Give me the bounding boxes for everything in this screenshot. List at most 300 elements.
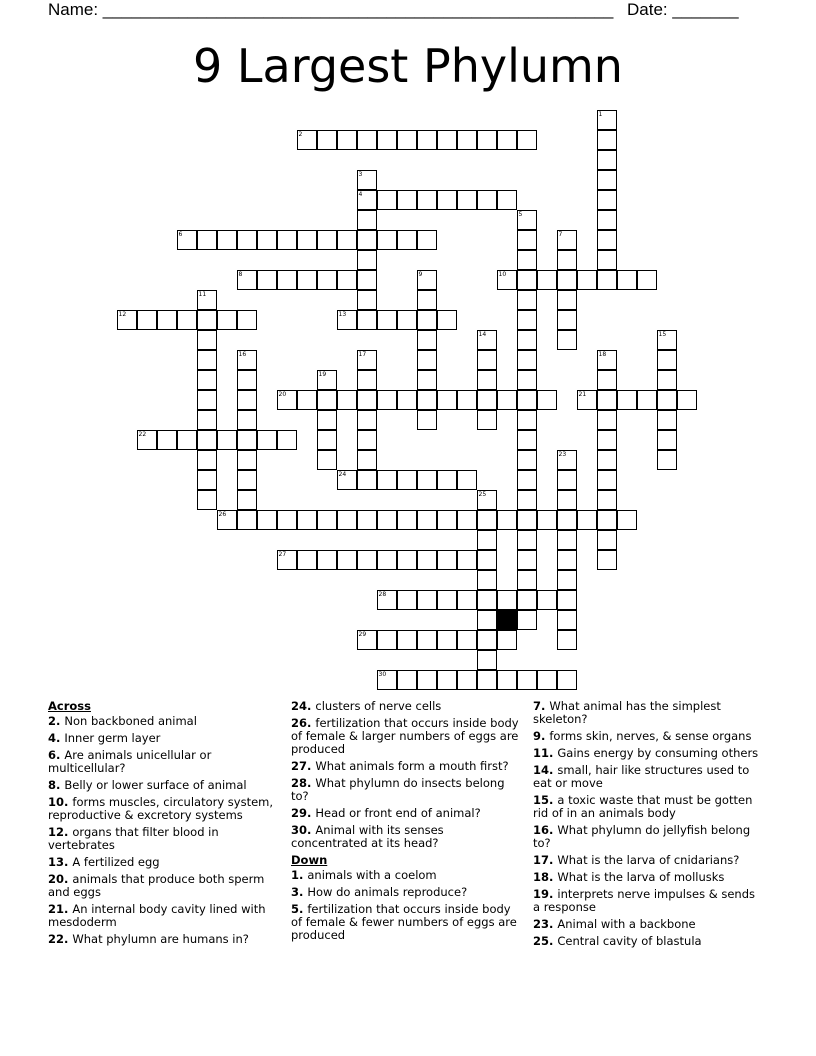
grid-cell[interactable] (557, 450, 577, 470)
clue-item: 23. Animal with a backbone (533, 917, 696, 931)
grid-cell[interactable] (297, 230, 317, 250)
clue-number: 21 (578, 390, 587, 398)
grid-cell[interactable] (197, 390, 217, 410)
grid-cell[interactable] (597, 350, 617, 370)
grid-cell[interactable] (377, 190, 397, 210)
clue-item: 16. What phylumn do jellyfish belong to? (533, 823, 751, 850)
grid-cell[interactable] (597, 470, 617, 490)
grid-cell[interactable] (557, 310, 577, 330)
grid-cell[interactable] (397, 190, 417, 210)
grid-cell[interactable] (237, 470, 257, 490)
grid-cell[interactable] (197, 470, 217, 490)
clue-item: 2. Non backboned animal (48, 714, 197, 728)
grid-cell[interactable] (517, 410, 537, 430)
grid-cell[interactable] (377, 510, 397, 530)
grid-cell[interactable] (377, 630, 397, 650)
grid-cell[interactable] (357, 270, 377, 290)
grid-cell[interactable] (437, 130, 457, 150)
grid-cell[interactable] (137, 310, 157, 330)
grid-cell[interactable] (597, 210, 617, 230)
grid-cell[interactable] (377, 470, 397, 490)
grid-cell[interactable] (277, 390, 297, 410)
grid-cell[interactable] (597, 490, 617, 510)
grid-cell[interactable] (197, 430, 217, 450)
grid-cell[interactable] (217, 230, 237, 250)
clue-number: 6 (178, 230, 183, 238)
down-heading: Down (291, 853, 328, 867)
grid-cell[interactable] (377, 310, 397, 330)
grid-cell[interactable] (417, 290, 437, 310)
grid-cell[interactable] (277, 550, 297, 570)
grid-cell[interactable] (477, 330, 497, 350)
grid-cell[interactable] (357, 430, 377, 450)
grid-cell[interactable] (337, 230, 357, 250)
grid-cell[interactable] (497, 670, 517, 690)
grid-cell[interactable] (557, 330, 577, 350)
grid-cell[interactable] (477, 350, 497, 370)
grid-cell[interactable] (557, 670, 577, 690)
grid-cell[interactable] (557, 570, 577, 590)
grid-cell[interactable] (517, 210, 537, 230)
grid-cell[interactable] (257, 430, 277, 450)
grid-cell[interactable] (597, 130, 617, 150)
grid-cell[interactable] (517, 590, 537, 610)
grid-cell[interactable] (517, 430, 537, 450)
grid-cell[interactable] (517, 130, 537, 150)
grid-cell[interactable] (557, 590, 577, 610)
grid-cell[interactable] (417, 410, 437, 430)
page-title: 9 Largest Phylumn (193, 39, 623, 93)
grid-cell[interactable] (497, 390, 517, 410)
clue-number: 11 (198, 290, 207, 298)
grid-cell[interactable] (657, 450, 677, 470)
grid-cell[interactable] (317, 450, 337, 470)
grid-cell[interactable] (357, 310, 377, 330)
grid-cell[interactable] (337, 310, 357, 330)
grid-cell[interactable] (257, 230, 277, 250)
grid-cell[interactable] (317, 270, 337, 290)
grid-cell[interactable] (497, 190, 517, 210)
across-heading: Across (48, 699, 91, 713)
grid-cell[interactable] (517, 490, 537, 510)
grid-cell[interactable] (517, 230, 537, 250)
grid-cell[interactable] (597, 370, 617, 390)
grid-cell[interactable] (417, 390, 437, 410)
grid-cell[interactable] (417, 670, 437, 690)
grid-cell[interactable] (557, 290, 577, 310)
grid-cell[interactable] (377, 670, 397, 690)
grid-cell[interactable] (217, 310, 237, 330)
grid-cell[interactable] (337, 470, 357, 490)
grid-cell[interactable] (397, 470, 417, 490)
grid-cell[interactable] (417, 370, 437, 390)
grid-cell[interactable] (557, 550, 577, 570)
grid-cell[interactable] (517, 290, 537, 310)
grid-cell[interactable] (157, 430, 177, 450)
grid-cell[interactable] (197, 370, 217, 390)
grid-cell[interactable] (657, 410, 677, 430)
grid-cell[interactable] (297, 390, 317, 410)
grid-cell[interactable] (597, 530, 617, 550)
clue-item: 29. Head or front end of animal? (291, 806, 481, 820)
clue-number: 7 (558, 230, 563, 238)
grid-cell[interactable] (397, 130, 417, 150)
grid-cell[interactable] (297, 270, 317, 290)
grid-cell[interactable] (237, 490, 257, 510)
grid-cell[interactable] (377, 590, 397, 610)
grid-cell[interactable] (357, 170, 377, 190)
grid-cell[interactable] (377, 390, 397, 410)
grid-cell[interactable] (317, 230, 337, 250)
grid-cell[interactable] (517, 270, 537, 290)
clues-column-2 (291, 700, 523, 946)
grid-cell[interactable] (117, 310, 137, 330)
clue-item: 8. Belly or lower surface of animal (48, 778, 247, 792)
grid-cell[interactable] (157, 310, 177, 330)
grid-cell[interactable] (477, 130, 497, 150)
grid-cell[interactable] (417, 590, 437, 610)
grid-cell[interactable] (577, 270, 597, 290)
grid-cell[interactable] (537, 670, 557, 690)
grid-cell[interactable] (397, 630, 417, 650)
grid-cell[interactable] (457, 670, 477, 690)
grid-cell[interactable] (417, 330, 437, 350)
grid-cell[interactable] (477, 590, 497, 610)
grid-cell[interactable] (457, 130, 477, 150)
grid-cell[interactable] (457, 590, 477, 610)
grid-cell[interactable] (477, 190, 497, 210)
grid-cell[interactable] (457, 470, 477, 490)
grid-cell[interactable] (237, 390, 257, 410)
grid-cell[interactable] (437, 550, 457, 570)
grid-cell[interactable] (357, 510, 377, 530)
grid-cell[interactable] (597, 550, 617, 570)
clue-item: 25. Central cavity of blastula (533, 934, 702, 948)
grid-cell[interactable] (597, 250, 617, 270)
grid-cell[interactable] (597, 190, 617, 210)
grid-cell[interactable] (597, 410, 617, 430)
grid-cell[interactable] (317, 390, 337, 410)
grid-cell[interactable] (337, 550, 357, 570)
grid-cell[interactable] (357, 210, 377, 230)
grid-cell[interactable] (657, 370, 677, 390)
clue-number: 30 (378, 670, 387, 678)
grid-cell[interactable] (437, 190, 457, 210)
grid-cell[interactable] (417, 230, 437, 250)
grid-cell[interactable] (557, 530, 577, 550)
grid-cell[interactable] (337, 510, 357, 530)
grid-cell[interactable] (357, 350, 377, 370)
grid-cell[interactable] (477, 650, 497, 670)
grid-cell[interactable] (497, 630, 517, 650)
grid-cell[interactable] (457, 190, 477, 210)
grid-cell[interactable] (597, 510, 617, 530)
grid-cell[interactable] (437, 470, 457, 490)
grid-cell[interactable] (397, 550, 417, 570)
grid-cell[interactable] (297, 130, 317, 150)
grid-cell[interactable] (537, 390, 557, 410)
grid-cell[interactable] (657, 390, 677, 410)
grid-cell[interactable] (237, 370, 257, 390)
clue-item: 7. What animal has the simplest skeleton? (533, 699, 721, 726)
grid-cell[interactable] (637, 270, 657, 290)
grid-cell[interactable] (357, 230, 377, 250)
grid-cell[interactable] (317, 130, 337, 150)
grid-cell[interactable] (417, 470, 437, 490)
grid-cell[interactable] (517, 470, 537, 490)
grid-cell[interactable] (557, 270, 577, 290)
grid-cell[interactable] (357, 130, 377, 150)
grid-cell[interactable] (477, 390, 497, 410)
grid-cell[interactable] (517, 370, 537, 390)
grid-cell[interactable] (437, 630, 457, 650)
grid-cell[interactable] (357, 390, 377, 410)
clue-number: 28 (378, 590, 387, 598)
clue-item: 3. How do animals reproduce? (291, 885, 468, 899)
grid-cell[interactable] (237, 350, 257, 370)
clue-number: 24 (338, 470, 347, 478)
grid-cell[interactable] (217, 430, 237, 450)
grid-cell[interactable] (577, 390, 597, 410)
grid-cell[interactable] (357, 250, 377, 270)
grid-cell[interactable] (417, 630, 437, 650)
grid-cell[interactable] (197, 350, 217, 370)
clue-item: 6. Are animals unicellular or multicellular? (48, 748, 212, 775)
grid-cell[interactable] (397, 230, 417, 250)
grid-cell[interactable] (237, 430, 257, 450)
grid-cell[interactable] (197, 290, 217, 310)
clue-item: 24. clusters of nerve cells (291, 699, 442, 713)
grid-cell[interactable] (277, 510, 297, 530)
grid-cell[interactable] (357, 190, 377, 210)
grid-cell[interactable] (657, 430, 677, 450)
grid-cell[interactable] (477, 490, 497, 510)
grid-cell[interactable] (197, 230, 217, 250)
clue-item: 10. forms muscles, circulatory system, reproductive & excretory systems (48, 795, 274, 822)
grid-cell[interactable] (477, 570, 497, 590)
grid-cell[interactable] (617, 390, 637, 410)
clue-item: 1. animals with a coelom (291, 868, 437, 882)
grid-cell[interactable] (177, 310, 197, 330)
grid-cell[interactable] (297, 510, 317, 530)
grid-cell[interactable] (357, 630, 377, 650)
grid-cell[interactable] (417, 350, 437, 370)
clue-item: 11. Gains energy by consuming others (533, 746, 759, 760)
grid-cell[interactable] (557, 470, 577, 490)
grid-cell[interactable] (457, 510, 477, 530)
grid-cell[interactable] (477, 370, 497, 390)
clue-item: 4. Inner germ layer (48, 731, 161, 745)
grid-cell[interactable] (477, 630, 497, 650)
grid-cell[interactable] (517, 450, 537, 470)
grid-cell[interactable] (517, 390, 537, 410)
grid-cell[interactable] (357, 470, 377, 490)
grid-cell[interactable] (357, 290, 377, 310)
grid-cell[interactable] (357, 410, 377, 430)
clues-column-3 (533, 700, 765, 952)
clue-number: 4 (358, 190, 363, 198)
grid-cell[interactable] (557, 250, 577, 270)
grid-cell[interactable] (517, 610, 537, 630)
grid-cell[interactable] (337, 390, 357, 410)
grid-cell[interactable] (517, 330, 537, 350)
grid-cell[interactable] (197, 330, 217, 350)
grid-cell[interactable] (597, 390, 617, 410)
grid-cell[interactable] (437, 670, 457, 690)
grid-cell[interactable] (597, 230, 617, 250)
grid-cell[interactable] (557, 630, 577, 650)
grid-cell[interactable] (517, 310, 537, 330)
clue-number: 10 (498, 270, 507, 278)
grid-cell[interactable] (457, 390, 477, 410)
grid-cell[interactable] (497, 590, 517, 610)
grid-cell[interactable] (517, 550, 537, 570)
grid-cell[interactable] (657, 330, 677, 350)
grid-cell[interactable] (137, 430, 157, 450)
grid-cell[interactable] (517, 250, 537, 270)
grid-cell[interactable] (457, 550, 477, 570)
clues-column-1 (48, 700, 280, 950)
clue-number: 17 (358, 350, 367, 358)
grid-cell[interactable] (357, 550, 377, 570)
grid-cell[interactable] (477, 670, 497, 690)
grid-cell[interactable] (477, 530, 497, 550)
grid-cell[interactable] (477, 610, 497, 630)
grid-cell[interactable] (397, 390, 417, 410)
grid-cell[interactable] (557, 610, 577, 630)
grid-cell[interactable] (417, 310, 437, 330)
grid-cell[interactable] (237, 410, 257, 430)
grid-cell[interactable] (577, 510, 597, 530)
grid-cell[interactable] (397, 510, 417, 530)
grid-cell[interactable] (377, 550, 397, 570)
clue-item: 28. What phylumn do insects belong to? (291, 776, 505, 803)
grid-cell[interactable] (457, 630, 477, 650)
grid-cell[interactable] (237, 510, 257, 530)
grid-cell[interactable] (517, 350, 537, 370)
grid-cell[interactable] (237, 450, 257, 470)
grid-cell[interactable] (237, 310, 257, 330)
grid-cell[interactable] (357, 450, 377, 470)
grid-cell[interactable] (517, 510, 537, 530)
grid-cell[interactable] (517, 570, 537, 590)
black-cell (497, 610, 517, 630)
grid-cell[interactable] (337, 270, 357, 290)
grid-cell[interactable] (537, 510, 557, 530)
grid-cell[interactable] (357, 370, 377, 390)
grid-cell[interactable] (197, 410, 217, 430)
clue-item: 18. What is the larva of mollusks (533, 870, 725, 884)
grid-cell[interactable] (257, 270, 277, 290)
grid-cell[interactable] (597, 150, 617, 170)
grid-cell[interactable] (517, 530, 537, 550)
grid-cell[interactable] (417, 190, 437, 210)
grid-cell[interactable] (497, 130, 517, 150)
grid-cell[interactable] (197, 450, 217, 470)
grid-cell[interactable] (197, 490, 217, 510)
grid-cell[interactable] (597, 110, 617, 130)
grid-cell[interactable] (517, 670, 537, 690)
grid-cell[interactable] (417, 130, 437, 150)
name-field[interactable]: Name: ______________________________________________________ (48, 0, 614, 19)
clue-item: 22. What phylumn are humans in? (48, 932, 249, 946)
grid-cell[interactable] (497, 270, 517, 290)
clue-item: 5. fertilization that occurs inside body of female & fewer numbers of eggs are produced (291, 902, 517, 942)
grid-cell[interactable] (237, 230, 257, 250)
grid-cell[interactable] (297, 550, 317, 570)
grid-cell[interactable] (197, 310, 217, 330)
grid-cell[interactable] (477, 410, 497, 430)
grid-cell[interactable] (317, 550, 337, 570)
grid-cell[interactable] (637, 390, 657, 410)
grid-cell[interactable] (217, 510, 237, 530)
grid-cell[interactable] (557, 510, 577, 530)
clue-item: 12. organs that filter blood in vertebrates (48, 825, 219, 852)
grid-cell[interactable] (397, 670, 417, 690)
grid-cell[interactable] (257, 510, 277, 530)
grid-cell[interactable] (337, 130, 357, 150)
clue-number: 13 (338, 310, 347, 318)
grid-cell[interactable] (397, 310, 417, 330)
grid-cell[interactable] (617, 510, 637, 530)
grid-cell[interactable] (617, 270, 637, 290)
grid-cell[interactable] (317, 370, 337, 390)
grid-cell[interactable] (317, 410, 337, 430)
grid-cell[interactable] (277, 270, 297, 290)
grid-cell[interactable] (417, 270, 437, 290)
grid-cell[interactable] (437, 510, 457, 530)
grid-cell[interactable] (177, 230, 197, 250)
grid-cell[interactable] (557, 230, 577, 250)
grid-cell[interactable] (377, 230, 397, 250)
clue-item: 21. An internal body cavity lined with mesdoderm (48, 902, 266, 929)
grid-cell[interactable] (437, 310, 457, 330)
clue-number: 15 (658, 330, 667, 338)
grid-cell[interactable] (177, 430, 197, 450)
grid-cell[interactable] (537, 590, 557, 610)
grid-cell[interactable] (237, 270, 257, 290)
grid-cell[interactable] (597, 430, 617, 450)
clue-number: 29 (358, 630, 367, 638)
grid-cell[interactable] (657, 350, 677, 370)
grid-cell[interactable] (317, 510, 337, 530)
grid-cell[interactable] (677, 390, 697, 410)
grid-cell[interactable] (597, 450, 617, 470)
grid-cell[interactable] (437, 590, 457, 610)
clue-number: 27 (278, 550, 287, 558)
grid-cell[interactable] (557, 490, 577, 510)
date-field[interactable]: Date: _______ (627, 0, 739, 19)
grid-cell[interactable] (277, 430, 297, 450)
clue-number: 20 (278, 390, 287, 398)
clue-item: 19. interprets nerve impulses & sends a response (533, 887, 755, 914)
grid-cell[interactable] (317, 430, 337, 450)
grid-cell[interactable] (377, 130, 397, 150)
grid-cell[interactable] (277, 230, 297, 250)
clue-number: 22 (138, 430, 147, 438)
grid-cell[interactable] (537, 270, 557, 290)
grid-cell[interactable] (437, 390, 457, 410)
grid-cell[interactable] (417, 510, 437, 530)
grid-cell[interactable] (397, 590, 417, 610)
grid-cell[interactable] (477, 550, 497, 570)
grid-cell[interactable] (417, 550, 437, 570)
grid-cell[interactable] (597, 170, 617, 190)
grid-cell[interactable] (597, 270, 617, 290)
clue-number: 26 (218, 510, 227, 518)
grid-cell[interactable] (497, 510, 517, 530)
grid-cell[interactable] (477, 510, 497, 530)
